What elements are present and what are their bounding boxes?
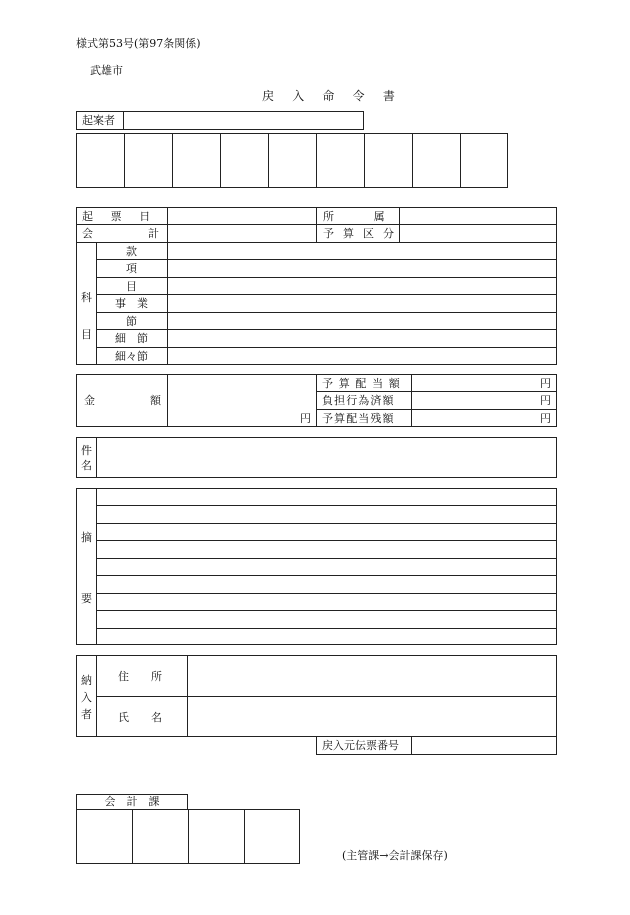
subject-item-kan: 款 [126,245,137,258]
budget-category-input[interactable] [400,225,556,241]
affiliation-label: 所 属 [323,210,387,223]
budget-remaining-label: 予算配当残額 [322,412,395,425]
subject-item-setsu: 節 [126,315,137,328]
burden-completed-label: 負担行為済額 [322,394,395,407]
payer-address-input[interactable] [188,656,556,695]
summary-label-top: 摘 [81,531,92,544]
subject-jigyou-input[interactable] [168,295,556,311]
affiliation-input[interactable] [400,208,556,224]
approval-stamp-grid [76,133,508,188]
subject-item-jigyou: 事 業 [115,297,148,310]
subject-kan-input[interactable] [168,243,556,259]
subject-saisetsu-input[interactable] [168,330,556,346]
summary-line-7[interactable] [97,594,556,610]
summary-line-6[interactable] [97,576,556,592]
subject-kou-input[interactable] [168,260,556,276]
subject-saisaisetsu-input[interactable] [168,348,556,364]
summary-line-9[interactable] [97,629,556,644]
burden-completed-input[interactable] [412,392,540,408]
budget-allocated-yen: 円 [540,377,551,390]
summary-line-2[interactable] [97,506,556,522]
summary-line-4[interactable] [97,541,556,557]
voucher-number-input[interactable] [412,737,556,754]
issue-date-label: 起 票 日 [82,210,154,223]
summary-line-1[interactable] [97,489,556,505]
subject-setsu-input[interactable] [168,313,556,329]
subject-moku-input[interactable] [168,278,556,294]
subject-item-saisaisetsu: 細々節 [115,350,148,363]
form-number: 様式第53号(第97条関係) [76,37,201,50]
budget-remaining-input[interactable] [412,410,540,426]
summary-label-bottom: 要 [81,592,92,605]
amount-label-right: 額 [150,394,161,407]
summary-line-5[interactable] [97,559,556,575]
amount-input[interactable] [168,375,298,426]
subject-name-label: 件名 [81,444,92,472]
accounting-label: 会 計 [82,227,162,240]
amount-yen: 円 [300,412,311,425]
subject-item-kou: 項 [126,262,137,275]
payer-name-label: 氏 名 [118,711,162,724]
drafter-input[interactable] [124,112,362,129]
budget-allocated-input[interactable] [412,375,540,391]
budget-allocated-label: 予 算 配 当 額 [322,377,401,390]
budget-category-label: 予 算 区 分 [323,227,397,240]
municipality-name: 武雄市 [90,64,123,77]
accounting-input[interactable] [168,225,315,241]
voucher-number-label: 戻入元伝票番号 [322,739,399,752]
subject-item-saisetsu: 細 節 [115,332,148,345]
retention-note: (主管課→会計課保存) [342,849,448,862]
subject-label: 科 目 [81,291,103,341]
burden-completed-yen: 円 [540,394,551,407]
summary-line-3[interactable] [97,524,556,540]
payer-name-input[interactable] [188,697,556,736]
drafter-label: 起案者 [82,114,115,127]
payer-label: 納入者 [81,674,92,721]
summary-line-8[interactable] [97,611,556,627]
subject-item-moku: 目 [126,280,137,293]
accounting-dept-label: 会 計 課 [104,795,160,808]
subject-name-input[interactable] [97,438,556,477]
amount-label-left: 金 [84,394,95,407]
budget-remaining-yen: 円 [540,412,551,425]
payer-address-label: 住 所 [118,670,162,683]
form-title: 戻 入 命 令 書 [262,89,403,103]
issue-date-input[interactable] [168,208,315,224]
